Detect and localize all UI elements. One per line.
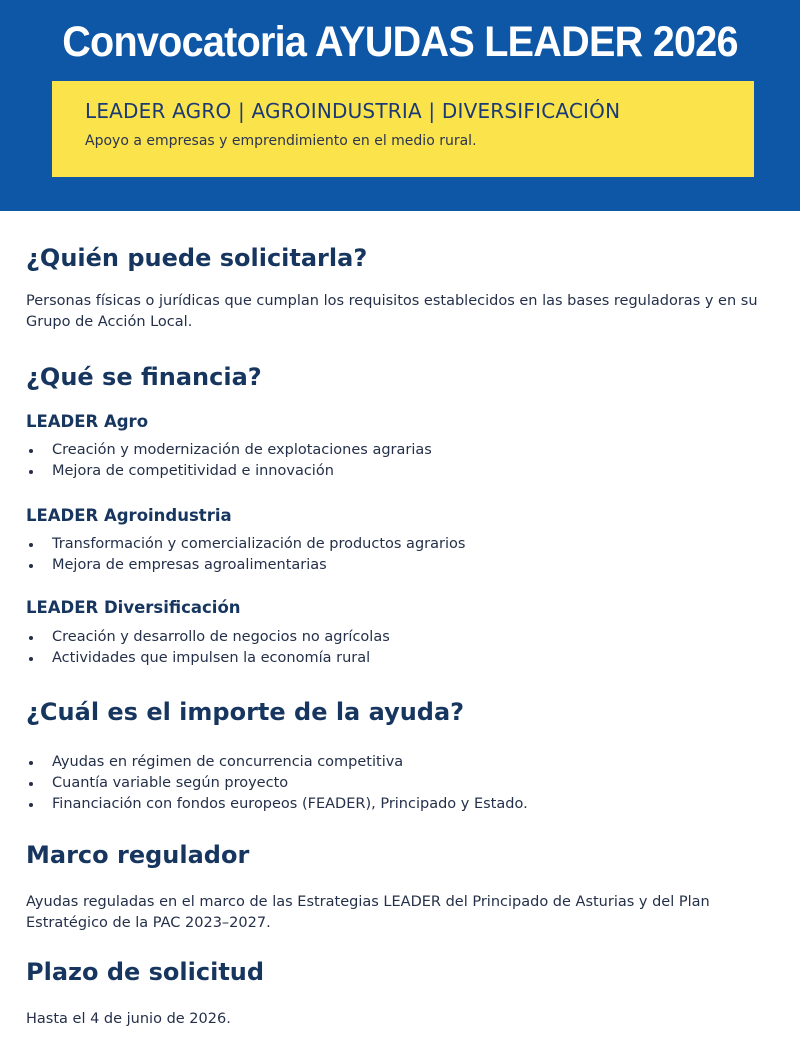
list-agroindustria: [26, 534, 465, 576]
bullet-icon: [29, 449, 33, 453]
list-item: Creación y modernización de explotaciones agrarias: [26, 440, 432, 461]
list-importe: [26, 752, 528, 815]
banner-title: LEADER AGRO | AGROINDUSTRIA | DIVERSIFICACIÓN: [85, 99, 621, 123]
bullet-icon: [29, 803, 33, 807]
bullet-icon: [29, 761, 33, 765]
banner-subtitle: Apoyo a empresas y emprendimiento en el medio rural.: [85, 133, 477, 149]
list-item: Cuantía variable según proyecto: [26, 773, 528, 794]
bullet-icon: [29, 657, 33, 661]
heading-quien: ¿Quién puede solicitarla?: [26, 244, 368, 272]
header: [0, 0, 800, 211]
heading-marco: Marco regulador: [26, 841, 250, 869]
list-item: Creación y desarrollo de negocios no agrícolas: [26, 627, 390, 648]
list-item: Ayudas en régimen de concurrencia competitiva: [26, 752, 528, 773]
list-agro: [26, 440, 432, 482]
bullet-icon: [29, 543, 33, 547]
list-diversificacion: [26, 627, 390, 669]
heading-plazo: Plazo de solicitud: [26, 958, 265, 986]
subheading-agroindustria: LEADER Agroindustria: [26, 506, 232, 525]
list-item: Transformación y comercialización de productos agrarios: [26, 534, 465, 555]
heading-importe: ¿Cuál es el importe de la ayuda?: [26, 698, 465, 726]
list-item: Actividades que impulsen la economía rural: [26, 648, 390, 669]
page-title: Convocatoria AYUDAS LEADER 2026: [62, 18, 738, 66]
heading-financia: ¿Qué se financia?: [26, 363, 262, 391]
bullet-icon: [29, 470, 33, 474]
subheading-diversificacion: LEADER Diversificación: [26, 598, 241, 617]
list-item: Mejora de empresas agroalimentarias: [26, 555, 465, 576]
quien-text: Personas físicas o jurídicas que cumplan los requisitos establecidos en las bases reguladoras y en su Grupo de Acción Local.: [26, 293, 758, 330]
bullet-icon: [29, 782, 33, 786]
list-item: Financiación con fondos europeos (FEADER), Principado y Estado.: [26, 794, 528, 815]
bullet-icon: [29, 564, 33, 568]
bullet-icon: [29, 636, 33, 640]
plazo-text: Hasta el 4 de junio de 2026.: [26, 1011, 231, 1027]
marco-text: Ayudas reguladas en el marco de las Estrategias LEADER del Principado de Asturias y del Plan Estratégico de la PAC 2023–2027.: [26, 894, 710, 931]
subheading-agro: LEADER Agro: [26, 412, 149, 431]
yellow-banner: [52, 81, 754, 177]
list-item: Mejora de competitividad e innovación: [26, 461, 432, 482]
